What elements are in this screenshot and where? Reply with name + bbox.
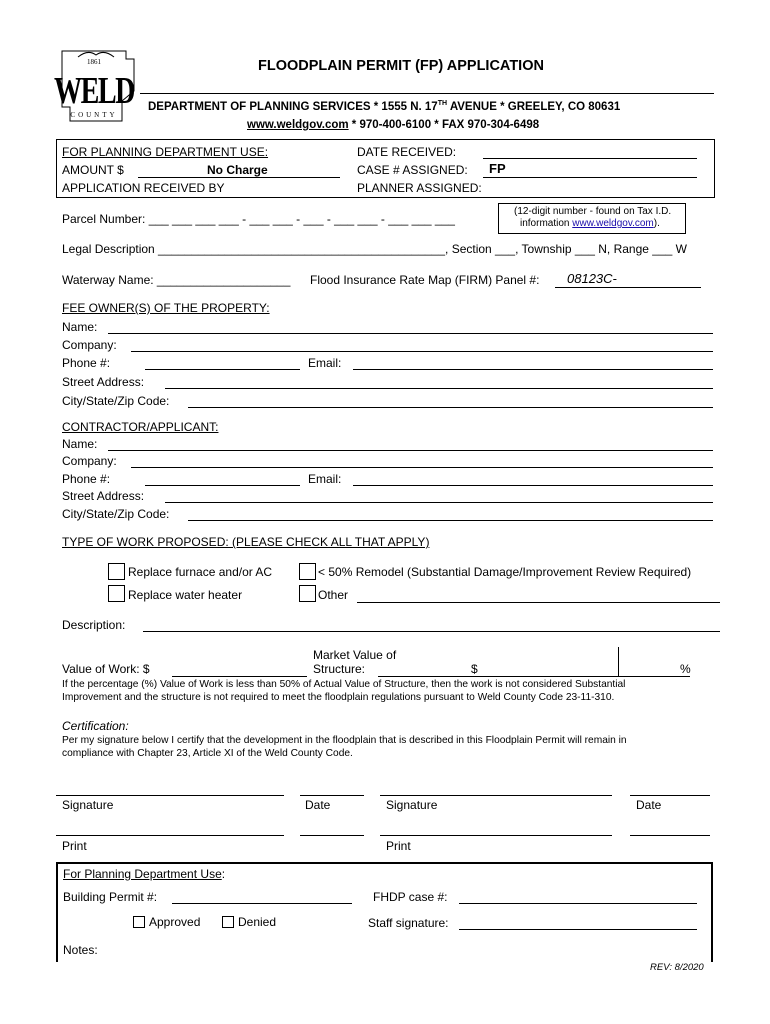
building-permit-field[interactable] [172, 903, 352, 904]
print-field-2[interactable] [380, 835, 612, 836]
department-address: DEPARTMENT OF PLANNING SERVICES * 1555 N. 17TH AVENUE * GREELEY, CO 80631 [148, 100, 621, 113]
certification-line2: compliance with Chapter 23, Article XI of the Weld County Code. [62, 748, 353, 759]
owner-name-field[interactable] [108, 333, 713, 334]
description-field[interactable] [143, 631, 720, 632]
market-value-label-1: Market Value of [313, 648, 397, 662]
denied-checkbox[interactable] [222, 916, 234, 928]
print-date-field-2[interactable] [630, 835, 710, 836]
replace-water-heater-label: Replace water heater [128, 588, 243, 602]
date-label-1: Date [305, 798, 331, 812]
firm-panel-field[interactable] [555, 287, 701, 288]
owner-city-label: City/State/Zip Code: [62, 394, 170, 408]
replace-furnace-label: Replace furnace and/or AC [128, 565, 273, 579]
owner-street-field[interactable] [165, 388, 713, 389]
other-label: Other [318, 588, 349, 602]
planning-use-heading: For Planning Department Use: [63, 867, 226, 881]
page-title: FLOODPLAIN PERMIT (FP) APPLICATION [258, 58, 544, 74]
value-note-line2: Improvement and the structure is not required to meet the floodplain regulations pursuant to Weld County Code 23-11-310. [62, 692, 615, 703]
contractor-phone-field[interactable] [145, 485, 300, 486]
parcel-number-field[interactable]: Parcel Number: ___ ___ ___ ___ - ___ ___ - ___ - ___ ___ - ___ ___ ___ [62, 212, 455, 226]
contractor-city-label: City/State/Zip Code: [62, 507, 170, 521]
logo-county: COUNTY [70, 111, 118, 119]
contractor-name-label: Name: [62, 437, 98, 451]
website-link[interactable]: www.weldgov.com [247, 119, 349, 131]
value-note-line1: If the percentage (%) Value of Work is less than 50% of Actual Value of Structure, then the work is not considered Substantial [62, 679, 626, 690]
planner-assigned-label: PLANNER ASSIGNED: [357, 181, 482, 195]
market-value-field[interactable] [378, 676, 618, 677]
parcel-note-link[interactable]: www.weldgov.com [572, 218, 654, 229]
notes-label: Notes: [63, 943, 98, 957]
date-received-label: DATE RECEIVED: [357, 145, 457, 159]
date-received-field[interactable] [483, 158, 697, 159]
owner-street-label: Street Address: [62, 375, 145, 389]
owner-phone-label: Phone #: [62, 356, 111, 370]
fhdp-case-label: FHDP case #: [373, 890, 448, 904]
amount-label: AMOUNT $ [62, 163, 124, 177]
other-checkbox[interactable] [299, 585, 316, 602]
signature-label-1: Signature [62, 798, 114, 812]
print-field-1[interactable] [56, 835, 284, 836]
date-field-1[interactable] [300, 795, 364, 796]
replace-water-heater-checkbox[interactable] [108, 585, 125, 602]
contractor-street-field[interactable] [165, 502, 713, 503]
parcel-note-line2: information www.weldgov.com). [520, 218, 660, 229]
contractor-email-field[interactable] [353, 485, 713, 486]
fhdp-case-field[interactable] [459, 903, 697, 904]
weld-county-logo [48, 45, 140, 127]
amount-value: No Charge [207, 163, 268, 177]
contractor-heading: CONTRACTOR/APPLICANT: [62, 420, 219, 434]
print-label-2: Print [386, 839, 411, 853]
work-type-heading: TYPE OF WORK PROPOSED: (PLEASE CHECK ALL THAT APPLY) [62, 535, 430, 549]
other-field[interactable] [357, 602, 720, 603]
value-of-work-field[interactable] [172, 676, 307, 677]
contractor-phone-label: Phone #: [62, 472, 111, 486]
denied-label: Denied [238, 915, 277, 929]
percent-field[interactable] [618, 676, 690, 677]
description-label: Description: [62, 618, 126, 632]
contractor-company-label: Company: [62, 454, 117, 468]
percent-sign: % [680, 662, 691, 676]
contractor-city-field[interactable] [188, 520, 713, 521]
case-assigned-label: CASE # ASSIGNED: [357, 163, 468, 177]
market-dollar-sign: $ [471, 662, 478, 676]
case-assigned-field[interactable] [483, 177, 697, 178]
signature-label-2: Signature [386, 798, 438, 812]
certification-line1: Per my signature below I certify that the development in the floodplain that is described in this Floodplain Permit will remain in [62, 735, 627, 746]
waterway-name-field[interactable]: Waterway Name: ____________________ [62, 273, 291, 287]
amount-field[interactable] [138, 177, 340, 178]
contractor-email-label: Email: [308, 472, 342, 486]
owner-phone-field[interactable] [145, 369, 300, 370]
approved-checkbox[interactable] [133, 916, 145, 928]
logo-year: 1861 [87, 58, 101, 66]
certification-heading: Certification: [62, 719, 129, 733]
owner-email-field[interactable] [353, 369, 713, 370]
revision-date: REV: 8/2020 [650, 962, 704, 973]
replace-furnace-checkbox[interactable] [108, 563, 125, 580]
received-by-label: APPLICATION RECEIVED BY [62, 181, 225, 195]
fee-owner-heading: FEE OWNER(S) OF THE PROPERTY: [62, 301, 270, 315]
print-date-field-1[interactable] [300, 835, 364, 836]
header-rule [140, 93, 714, 94]
contractor-street-label: Street Address: [62, 489, 145, 503]
case-assigned-value: FP [489, 161, 506, 176]
legal-description-field[interactable]: Legal Description ___________________________________________, Section ___, Township ___ N, Range ___ W [62, 242, 687, 256]
department-contact: www.weldgov.com * 970-400-6100 * FAX 970-304-6498 [247, 119, 540, 131]
approved-label: Approved [149, 915, 201, 929]
building-permit-label: Building Permit #: [63, 890, 158, 904]
date-field-2[interactable] [630, 795, 710, 796]
logo-wordmark: WELD [54, 70, 135, 112]
market-value-label-2: Structure: [313, 662, 366, 676]
contractor-name-field[interactable] [108, 450, 713, 451]
remodel-label: < 50% Remodel (Substantial Damage/Improvement Review Required) [318, 565, 692, 579]
percent-divider [618, 647, 619, 677]
contractor-company-field[interactable] [131, 467, 713, 468]
owner-city-field[interactable] [188, 407, 713, 408]
firm-panel-label: Flood Insurance Rate Map (FIRM) Panel #: [310, 273, 540, 287]
parcel-note-line1: (12-digit number - found on Tax I.D. [514, 206, 672, 217]
signature-field-1[interactable] [56, 795, 284, 796]
owner-name-label: Name: [62, 320, 98, 334]
print-label-1: Print [62, 839, 87, 853]
owner-company-label: Company: [62, 338, 117, 352]
value-of-work-label: Value of Work: $ [62, 662, 150, 676]
owner-email-label: Email: [308, 356, 342, 370]
date-label-2: Date [636, 798, 662, 812]
firm-panel-value: 08123C- [567, 271, 617, 286]
owner-company-field[interactable] [131, 351, 713, 352]
staff-signature-field[interactable] [459, 929, 697, 930]
staff-signature-label: Staff signature: [368, 916, 449, 930]
remodel-checkbox[interactable] [299, 563, 316, 580]
signature-field-2[interactable] [380, 795, 612, 796]
office-use-heading: FOR PLANNING DEPARTMENT USE: [62, 145, 269, 159]
